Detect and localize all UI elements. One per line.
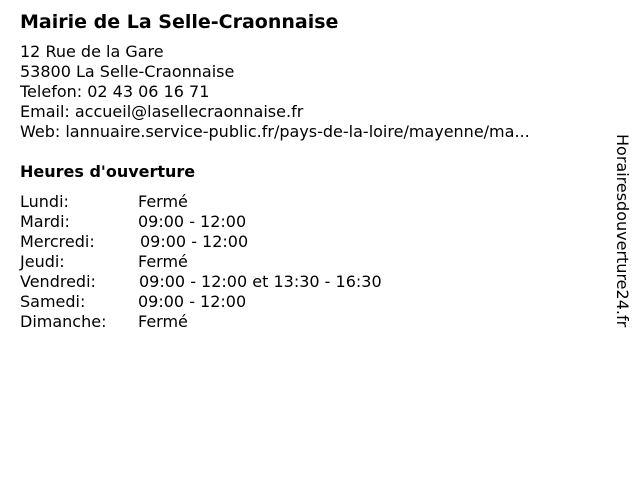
hours-row-tuesday [20,212,600,232]
opening-hours-table [20,192,600,332]
hours-row-friday [20,272,600,292]
day-label: Jeudi: [20,252,65,271]
day-hours: 09:00 - 12:00 [138,292,247,311]
hours-row-wednesday [20,232,600,252]
hours-row-thursday [20,252,600,272]
day-hours: 09:00 - 12:00 et 13:30 - 16:30 [139,272,382,291]
site-watermark: Horairesdouverture24.fr [613,134,632,328]
day-hours: Fermé [138,252,188,271]
hours-row-saturday [20,292,600,312]
day-label: Mercredi: [20,232,95,251]
day-hours: Fermé [138,312,188,331]
web-line: Web: lannuaire.service-public.fr/pays-de-la-loire/mayenne/ma... [20,122,530,141]
day-label: Dimanche: [20,312,107,331]
business-title: Mairie de La Selle-Craonnaise [20,11,339,33]
day-hours: 09:00 - 12:00 [138,212,247,231]
day-hours: 09:00 - 12:00 [140,232,249,251]
day-label: Samedi: [20,292,86,311]
hours-row-sunday [20,312,600,332]
email-line: Email: accueil@lasellecraonnaise.fr [20,102,304,121]
business-card [20,10,600,332]
hours-row-monday [20,192,600,212]
day-label: Vendredi: [20,272,96,291]
day-label: Mardi: [20,212,70,231]
day-label: Lundi: [20,192,69,211]
city-postcode: 53800 La Selle-Craonnaise [20,62,235,81]
address-block [20,42,600,142]
street-address: 12 Rue de la Gare [20,42,164,61]
day-hours: Fermé [138,192,188,211]
opening-hours-heading: Heures d'ouverture [20,162,196,181]
phone-line: Telefon: 02 43 06 16 71 [20,82,210,101]
